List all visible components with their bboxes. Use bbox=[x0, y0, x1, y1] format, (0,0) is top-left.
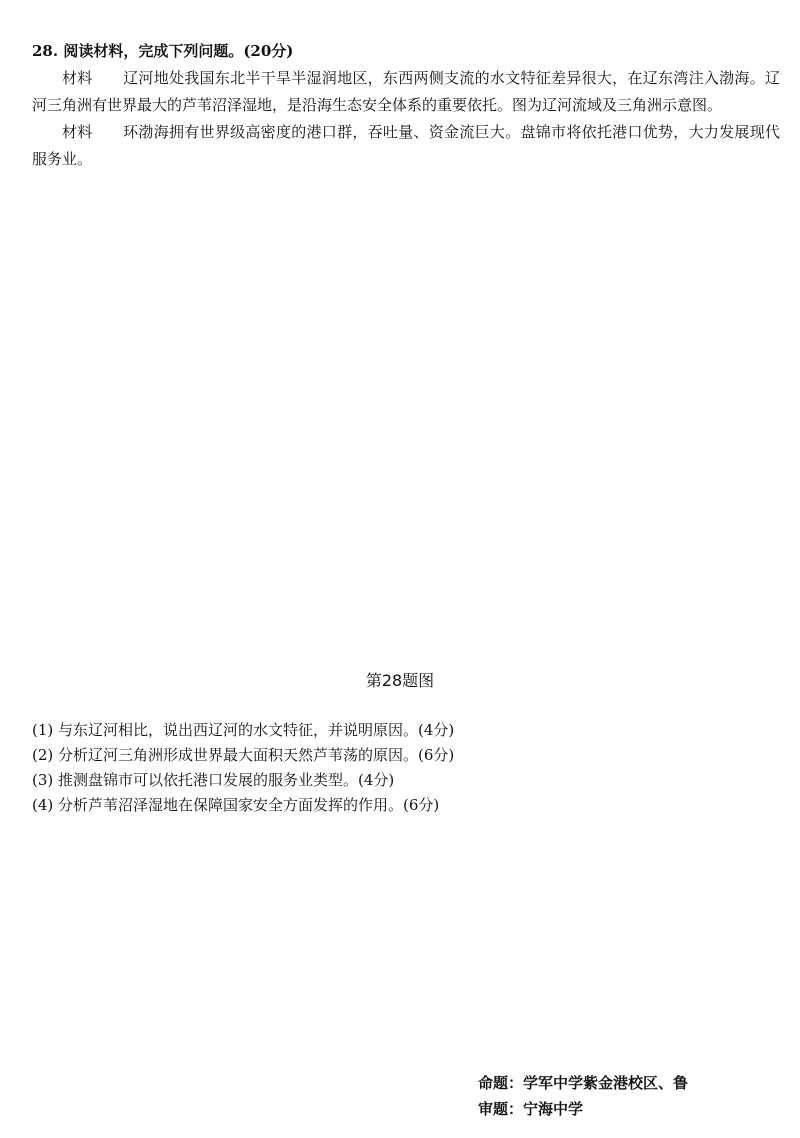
author-credit: 命题：学军中学紫金港校区、鲁 bbox=[478, 1074, 689, 1092]
material-2: 材料 环渤海拥有世界级高密度的港口群，吞吐量、资金流巨大。盘锦市将依托港口优势，大力发展现代服务业。 bbox=[32, 123, 780, 168]
reviewer-credit: 审题：宁海中学 bbox=[478, 1100, 584, 1118]
credits bbox=[478, 1070, 688, 1122]
sub-questions bbox=[32, 718, 772, 818]
sub-question-2: (2) 分析辽河三角洲形成世界最大面积天然芦苇荡的原因。(6分) bbox=[32, 746, 455, 764]
sub-question-4: (4) 分析芦苇沼泽湿地在保障国家安全方面发挥的作用。(6分) bbox=[32, 796, 440, 814]
sub-question-3: (3) 推测盘锦市可以依托港口发展的服务业类型。(4分) bbox=[32, 771, 395, 789]
material-1: 材料 辽河地处我国东北半干旱半湿润地区，东西两侧支流的水文特征差异很大，在辽东湾注入渤海。辽河三角洲有世界最大的芦苇沼泽湿地，是沿海生态安全体系的重要依托。图为辽河流域及三角洲示意图。 bbox=[32, 69, 780, 114]
question-stem bbox=[32, 38, 780, 173]
figure-caption: 第28题图 bbox=[365, 671, 435, 690]
question-title: 28. 阅读材料，完成下列问题。(20分) bbox=[32, 42, 294, 60]
sub-question-1: (1) 与东辽河相比，说出西辽河的水文特征，并说明原因。(4分) bbox=[32, 721, 455, 739]
